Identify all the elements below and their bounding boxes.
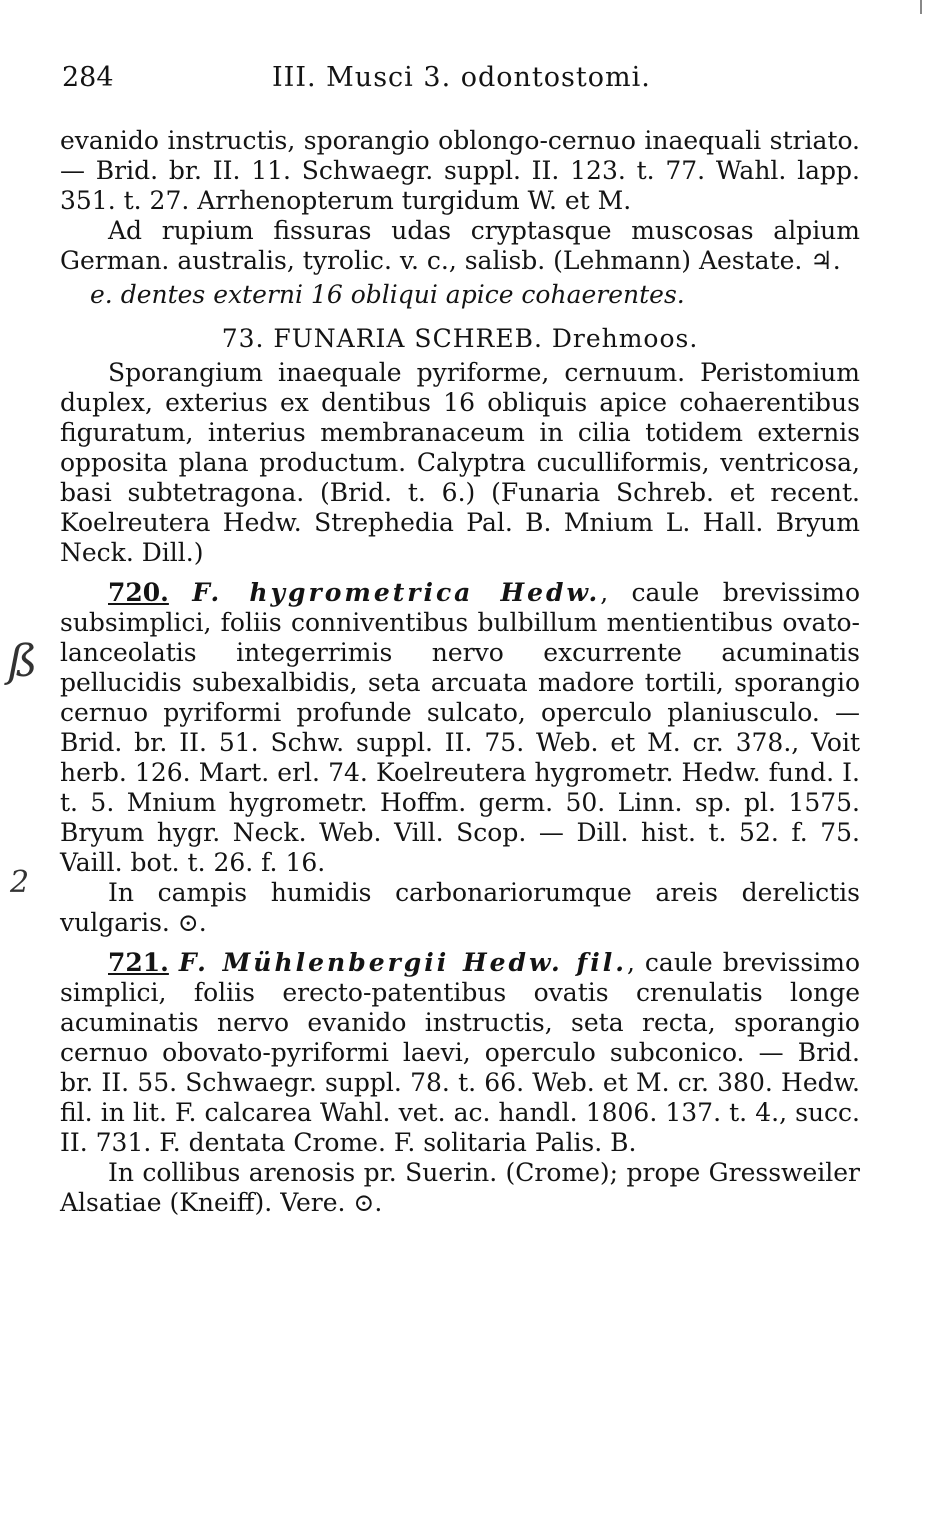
genus-heading: 73. FUNARIA SCHREB. Drehmoos. [221, 324, 699, 353]
text-body [60, 126, 860, 1218]
genus-description: Sporangium inaequale pyriforme, cernuum. Peristomium duplex, exterius ex dentibus 16 obliquis apice cohaerentibus figuratum, interius membranaceum in cilia totidem externis opposita plana productum. Calyptra cuculliformis, ventricosa, basi subtetragona. (Brid. t. 6.) (Funaria Schreb. et recent. Koelreutera Hedw. Strephedia Pal. B. Mnium L. Hall. Bryum Neck. Dill.) [60, 358, 860, 567]
species-name: F. Mühlenbergii Hedw. fil. [178, 948, 627, 977]
running-head: III. Musci 3. odontostomi. [272, 62, 651, 93]
species-number: 720. [108, 578, 169, 607]
habitat-paragraph: Ad rupium fissuras udas cryptasque muscosas alpium German. australis, tyrolic. v. c., salisb. (Lehmann) Aestate. ♃. [60, 216, 860, 275]
margin-annotation: 2 [10, 865, 30, 900]
running-header [62, 62, 852, 112]
subsection-heading: e. dentes externi 16 obliqui apice cohaerentes. [90, 280, 685, 309]
continued-paragraph: evanido instructis, sporangio oblongo-cernuo inaequali striato. — Brid. br. II. 11. Schwaegr. suppl. II. 123. t. 77. Wahl. lapp. 351. t. 27. Arrhenopterum turgidum W. et M. [60, 126, 860, 215]
species-number: 721. [108, 948, 169, 977]
species-habitat: In collibus arenosis pr. Suerin. (Crome); prope Gressweiler Alsatiae (Kneiff). Vere. ⊙. [60, 1158, 860, 1217]
page-number: 284 [62, 62, 114, 93]
species-entry-720 [60, 578, 860, 878]
margin-annotation: ß [8, 636, 38, 687]
species-entry-721 [60, 948, 860, 1158]
species-description: , caule brevissimo simplici, foliis erecto-patentibus ovatis crenulatis longe acuminatis nervo evanido instructis, seta recta, sporangio cernuo obovato-pyriformi laevi, operculo subconico. — Brid. br. II. 55. Schwaegr. suppl. 78. t. 66. Web. et M. cr. 380. Hedw. fil. in lit. F. calcarea Wahl. vet. ac. handl. 1806. 137. t. 4., succ. II. 731. F. dentata Crome. F. solitaria Palis. B. [60, 948, 860, 1157]
edge-mark [920, 0, 922, 14]
species-habitat: In campis humidis carbonariorumque areis derelictis vulgaris. ⊙. [60, 878, 860, 937]
species-description: , caule brevissimo subsimplici, foliis conniventibus bulbillum mentientibus ovato-lanceolatis integerrimis nervo excurrente acuminatis pellucidis subexalbidis, seta arcuata madore tortili, sporangio cernuo pyriformi profunde sulcato, operculo planiusculo. — Brid. br. II. 51. Schw. suppl. II. 75. Web. et M. cr. 378., Voit herb. 126. Mart. erl. 74. Koelreutera hygrometr. Hedw. fund. I. t. 5. Mnium hygrometr. Hoffm. germ. 50. Linn. sp. pl. 1575. Bryum hygr. Neck. Web. Vill. Scop. — Dill. hist. t. 52. f. 75. Vaill. bot. t. 26. f. 16. [60, 578, 860, 877]
species-name: F. hygrometrica Hedw. [192, 578, 601, 607]
